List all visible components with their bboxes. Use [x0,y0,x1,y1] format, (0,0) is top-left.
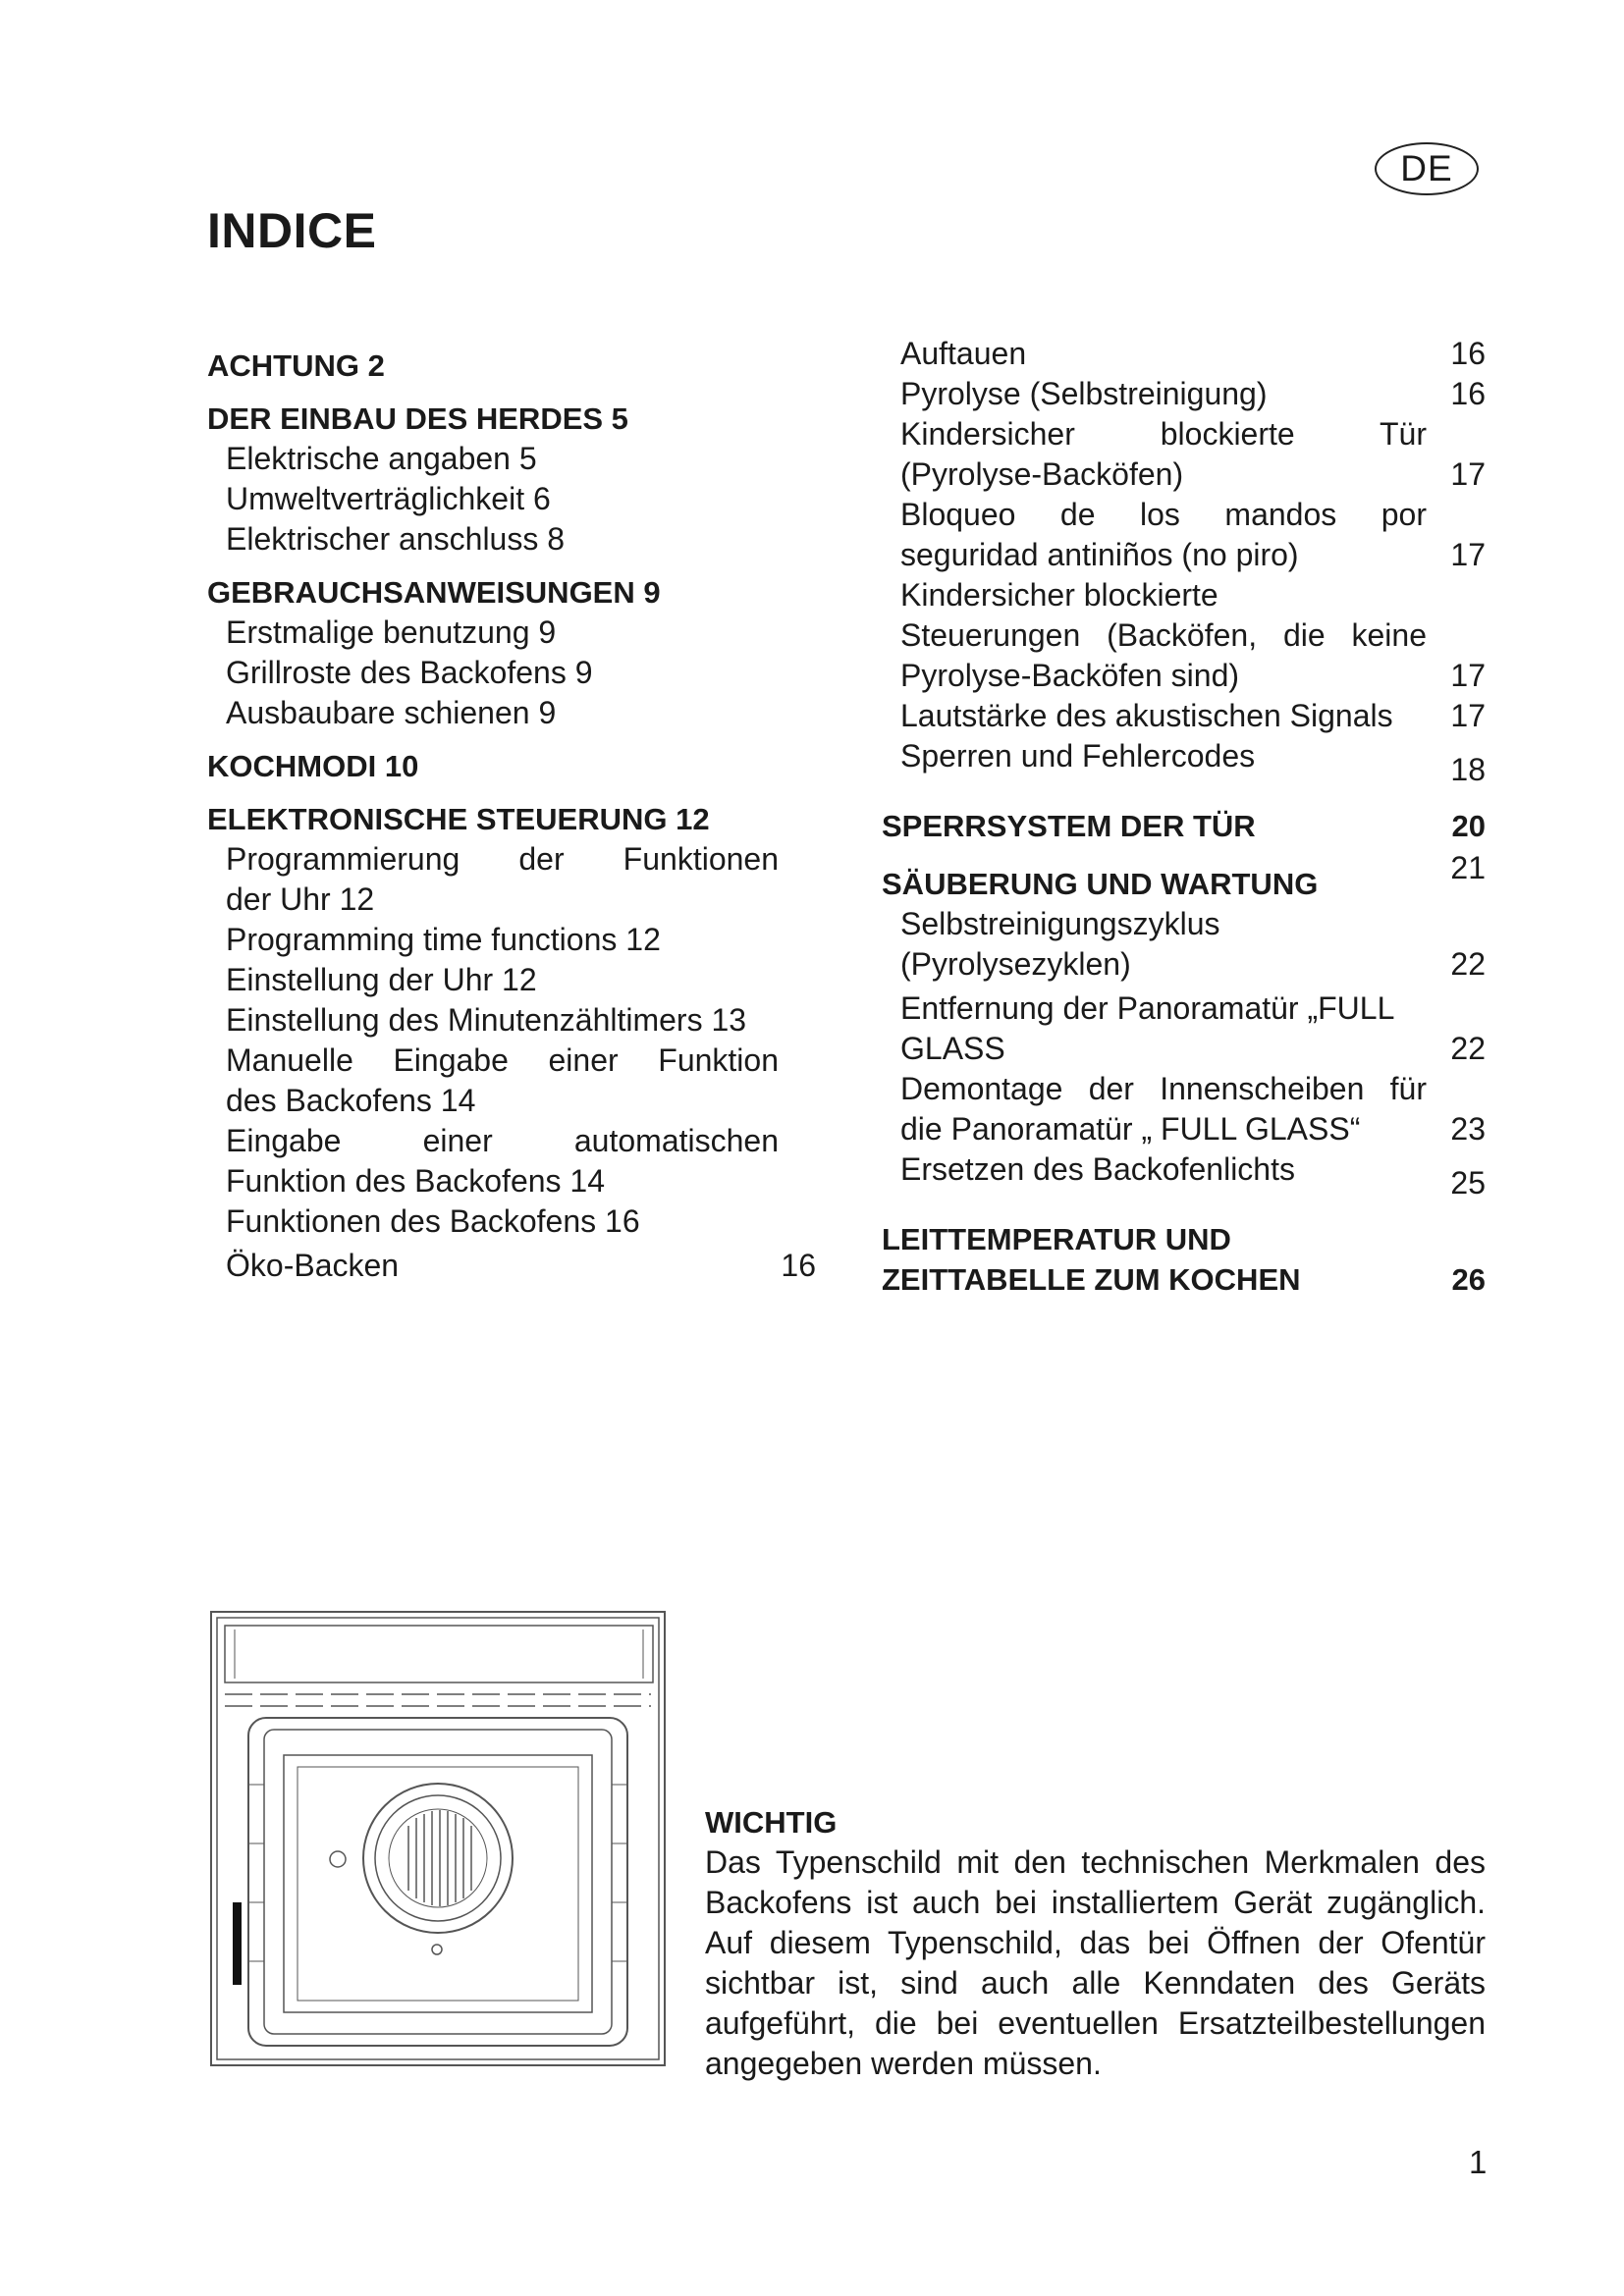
toc-item[interactable] [207,839,816,920]
toc-item[interactable]: Elektrische angaben 5 [226,441,537,476]
toc-item-page: 16 [1450,376,1486,411]
toc-item-page: 17 [1450,698,1486,733]
toc-item-page: 18 [1450,752,1486,787]
toc-section-page: 20 [1451,809,1486,843]
toc-item[interactable] [882,904,1486,985]
toc-section-steuerung[interactable]: ELEKTRONISCHE STEUERUNG 12 [207,802,710,836]
toc-item-label: Lautstärke des akustischen Signals [900,698,1393,733]
toc-item-label: Auftauen [900,336,1027,371]
rating-plate-marker [233,1902,242,1985]
toc-item-label: Kindersicher blockierte Steuerungen (Backöfen, die keine Pyrolyse-Backöfen sind) [900,577,1427,693]
toc-item[interactable]: Elektrischer anschluss 8 [226,521,566,557]
toc-item-page: 17 [1450,658,1486,693]
toc-section-gebrauch[interactable]: GEBRAUCHSANWEISUNGEN 9 [207,575,661,610]
toc-item[interactable] [207,1041,816,1121]
toc-item-label: Sperren und Fehlercodes [900,738,1256,774]
toc-item[interactable] [882,696,1486,736]
toc-item-oko[interactable] [207,1246,816,1286]
toc-section-kochmodi[interactable]: KOCHMODI 10 [207,749,419,783]
toc-item-label: Pyrolyse (Selbstreinigung) [900,376,1268,411]
toc-item-page: 17 [1450,456,1486,492]
page-number: 1 [1469,2144,1488,2180]
toc-item-page: 22 [1450,1031,1486,1066]
toc-right-column [882,334,1486,1300]
toc-item[interactable]: Programming time functions 12 [226,922,661,957]
toc-section-label: SÄUBERUNG UND WARTUNG [882,867,1319,901]
language-badge: DE [1375,142,1479,195]
toc-item-line: Programmierung der Funktionen [226,841,779,877]
toc-item[interactable] [882,1149,1486,1203]
toc-item-line: Manuelle Eingabe einer Funktion [226,1042,779,1078]
toc-item[interactable]: Erstmalige benutzung 9 [226,614,557,650]
toc-item[interactable]: Einstellung der Uhr 12 [226,962,537,997]
toc-section-einbau[interactable]: DER EINBAU DES HERDES 5 [207,401,628,436]
toc-item-line: der Uhr 12 [226,881,375,917]
important-note-title: WICHTIG [705,1805,838,1840]
toc-item-label: Kindersicher blockierte Tür (Pyrolyse-Backöfen) [900,416,1427,492]
oven-illustration [207,1608,669,2069]
toc-item[interactable] [207,1121,816,1201]
toc-section-page: 26 [1451,1262,1486,1297]
toc-item-line: des Backofens 14 [226,1083,476,1118]
toc-item-label: Ersetzen des Backofenlichts [900,1151,1295,1187]
important-note [705,1802,1486,2084]
toc-section-saeuberung[interactable] [882,850,1486,904]
page-title: INDICE [207,203,377,258]
toc-item-label: Entfernung der Panoramatür „FULL GLASS [900,990,1395,1066]
toc-item[interactable] [882,736,1486,790]
toc-item-page: 25 [1450,1165,1486,1201]
important-note-body: Das Typenschild mit den technischen Merkmalen des Backofens ist auch bei installiertem Gerät zugänglich. Auf diesem Typenschild, das bei Öffnen der Ofentür sichtbar ist, sind auch alle Kenndaten des Geräts aufgeführt, die bei eventuellen Ersatzteilbestellungen angegeben werden müssen. [705,1844,1486,2081]
toc-section-achtung[interactable]: ACHTUNG 2 [207,348,385,383]
toc-item-line: Eingabe einer automatischen [226,1123,779,1158]
toc-item[interactable]: Grillroste des Backofens 9 [226,655,593,690]
toc-item-line: Funktion des Backofens 14 [226,1163,606,1199]
toc-item[interactable]: Funktionen des Backofens 16 [226,1203,640,1239]
toc-item-page: 16 [781,1248,816,1283]
toc-item-page: 17 [1450,537,1486,572]
toc-item[interactable] [882,374,1486,414]
toc-section-leittemperatur[interactable] [882,1219,1486,1300]
toc-item-label: Demontage der Innenscheiben für die Panoramatür „ FULL GLASS“ [900,1071,1427,1147]
toc-item[interactable]: Umweltverträglichkeit 6 [226,481,551,516]
toc-section-label: LEITTEMPERATUR UND ZEITTABELLE ZUM KOCHEN [882,1222,1301,1297]
toc-item[interactable] [882,334,1486,374]
toc-item-page: 16 [1450,336,1486,371]
toc-item-page: 22 [1450,946,1486,982]
toc-item[interactable] [882,495,1486,575]
toc-item[interactable]: Ausbaubare schienen 9 [226,695,557,730]
toc-item[interactable] [882,575,1486,696]
toc-section-page: 21 [1450,850,1486,885]
toc-item[interactable] [882,414,1486,495]
toc-section-sperrsystem[interactable] [882,806,1486,846]
toc-item-label: Selbstreinigungszyklus (Pyrolysezyklen) [900,906,1220,982]
toc-item-label: Öko-Backen [226,1248,400,1283]
toc-item-label: Bloqueo de los mandos por seguridad antiniños (no piro) [900,497,1427,572]
toc-item-page: 23 [1450,1111,1486,1147]
toc-section-label: SPERRSYSTEM DER TÜR [882,809,1256,843]
toc-item[interactable] [882,988,1486,1069]
toc-left-column [207,346,816,1286]
toc-item[interactable] [882,1069,1486,1149]
toc-item[interactable]: Einstellung des Minutenzähltimers 13 [226,1002,747,1038]
